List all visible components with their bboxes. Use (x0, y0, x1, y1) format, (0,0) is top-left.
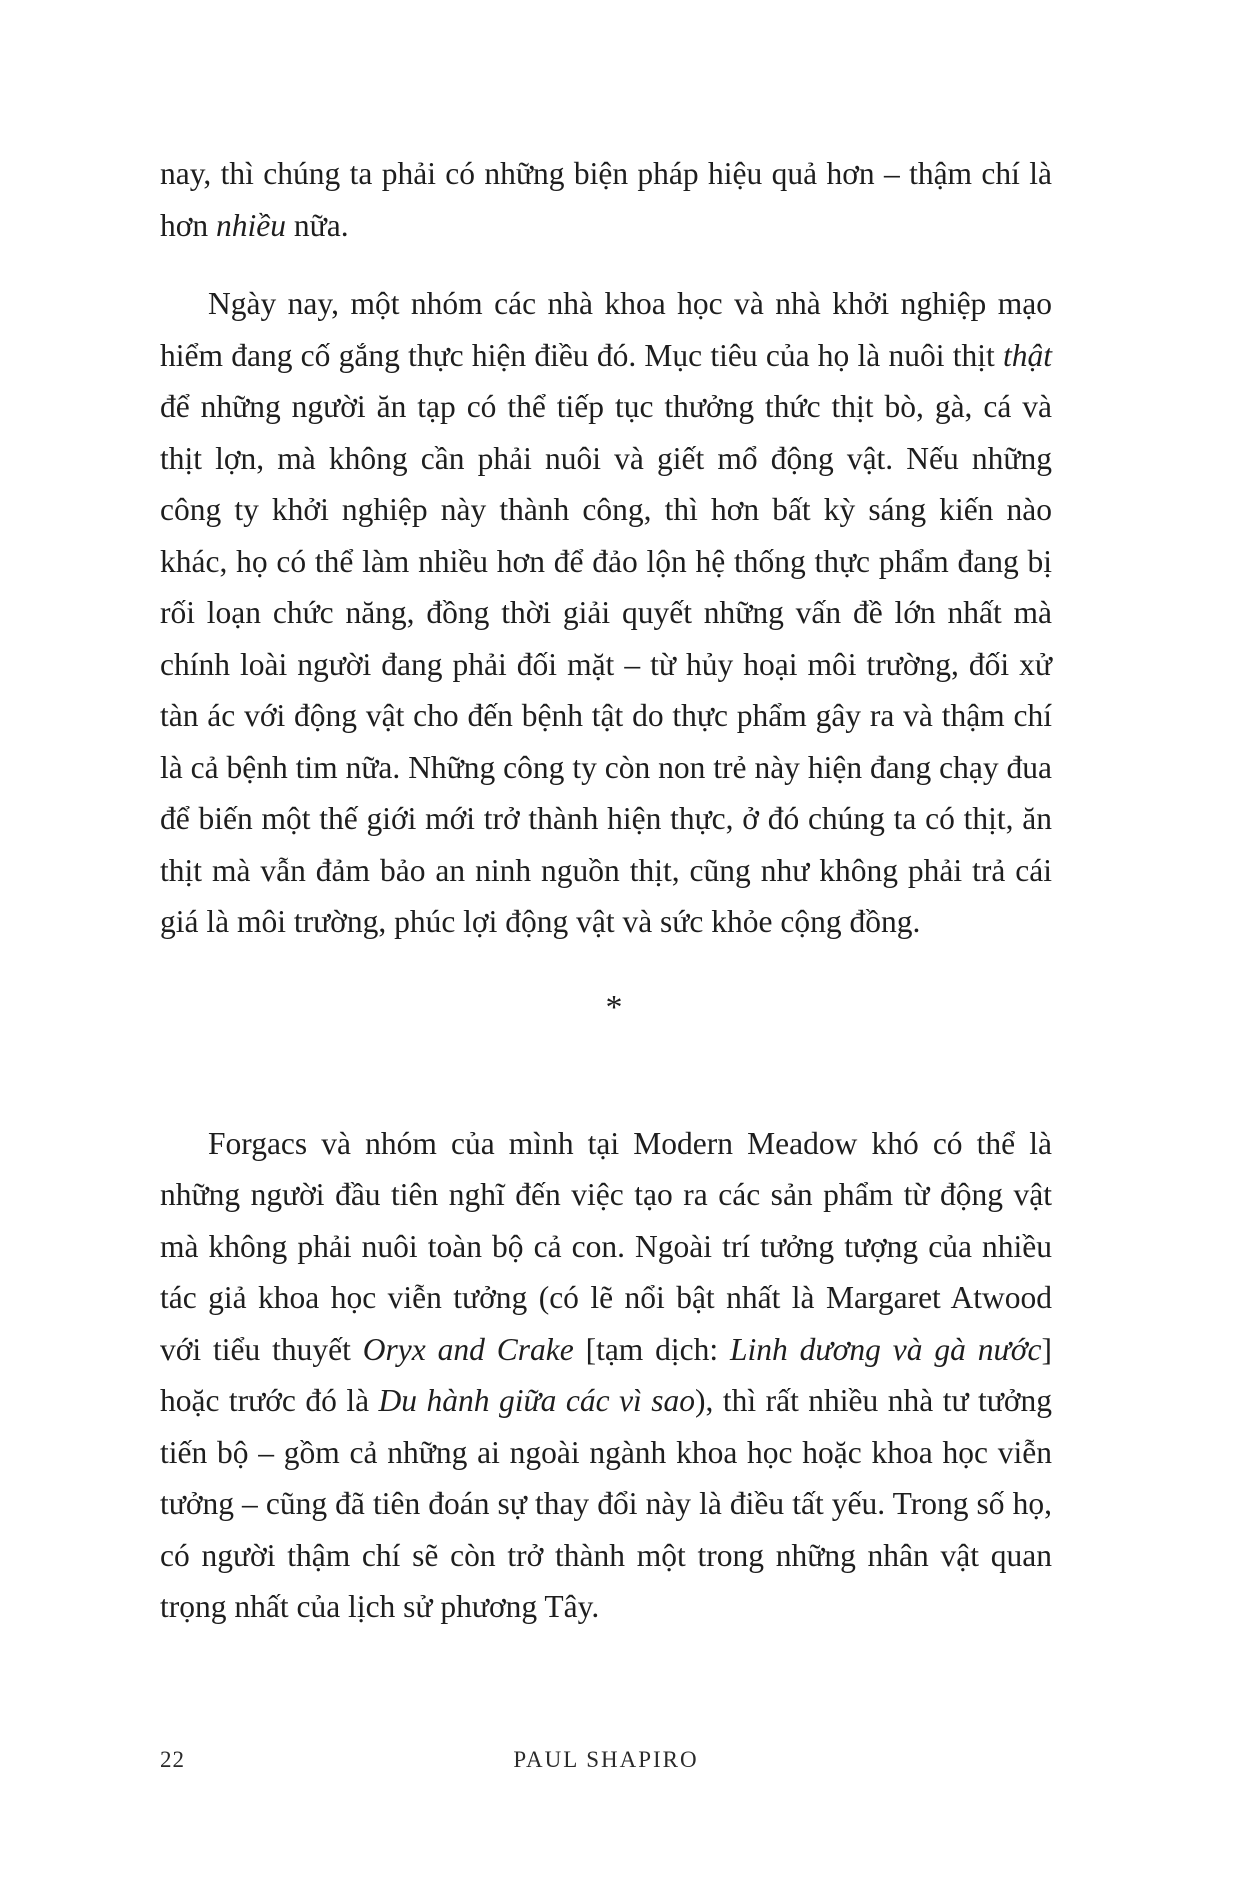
text-run: nay, thì chúng ta phải có những biện pháp hiệu quả hơn – thậm chí là hơn (160, 156, 1052, 243)
text-run: [tạm dịch: (573, 1331, 731, 1367)
italic-text: Du hành giữa các vì sao (378, 1383, 696, 1418)
running-head: PAUL SHAPIRO (513, 1747, 699, 1772)
text-run: Forgacs và nhóm của mình tại Modern Meadow khó có thể là những người đầu tiên nghĩ đến việc tạo ra các sản phẩm từ động vật mà không phải nuôi toàn bộ cả con. Ngoài trí tưởng tượng của nhiều tác giả khoa học viễn tưởng (có lẽ nổi bật nhất là Margaret Atwood với tiểu thuyết (160, 1125, 1052, 1367)
page-body (160, 148, 1052, 1633)
paragraph (160, 1118, 1052, 1633)
text-run: Ngày nay, một nhóm các nhà khoa học và nhà khởi nghiệp mạo hiểm đang cố gắng thực hiện điều đó. Mục tiêu của họ là nuôi thịt (160, 286, 1052, 373)
paragraph-gap (160, 251, 1052, 278)
text-run: ] hoặc trước đó là (160, 1331, 1052, 1418)
italic-text: Oryx and Crake (362, 1331, 574, 1367)
separator-asterisk: * (605, 988, 623, 1026)
page-number: 22 (160, 1747, 185, 1772)
paragraph (160, 278, 1052, 948)
text-run: để những người ăn tạp có thể tiếp tục thưởng thức thịt bò, gà, cá và thịt lợn, mà không cần phải nuôi và giết mổ động vật. Nếu những công ty khởi nghiệp này thành công, thì hơn bất kỳ sáng kiến nào khác, họ có thể làm nhiều hơn để đảo lộn hệ thống thực phẩm đang bị rối loạn chức năng, đồng thời giải quyết những vấn đề lớn nhất mà chính loài người đang phải đối mặt – từ hủy hoại môi trường, đối xử tàn ác với động vật cho đến bệnh tật do thực phẩm gây ra và thậm chí là cả bệnh tim nữa. Những công ty còn non trẻ này hiện đang chạy đua để biến một thế giới mới trở thành hiện thực, ở đó chúng ta có thịt, ăn thịt mà vẫn đảm bảo an ninh nguồn thịt, cũng như không phải trả cái giá là môi trường, phúc lợi động vật và sức khỏe cộng đồng. (160, 389, 1052, 939)
italic-text: thật (1002, 337, 1052, 373)
italic-text: Linh dương và gà nước (730, 1331, 1042, 1367)
text-run: ), thì rất nhiều nhà tư tưởng tiến bộ – gồm cả những ai ngoài ngành khoa học hoặc khoa học viễn tưởng – cũng đã tiên đoán sự thay đổi này là điều tất yếu. Trong số họ, có người thậm chí sẽ còn trở thành một trong những nhân vật quan trọng nhất của lịch sử phương Tây. (160, 1383, 1052, 1624)
paragraph (160, 148, 1052, 251)
text-run: nữa. (286, 207, 349, 243)
section-separator (160, 948, 1052, 1118)
italic-text: nhiều (216, 207, 287, 243)
